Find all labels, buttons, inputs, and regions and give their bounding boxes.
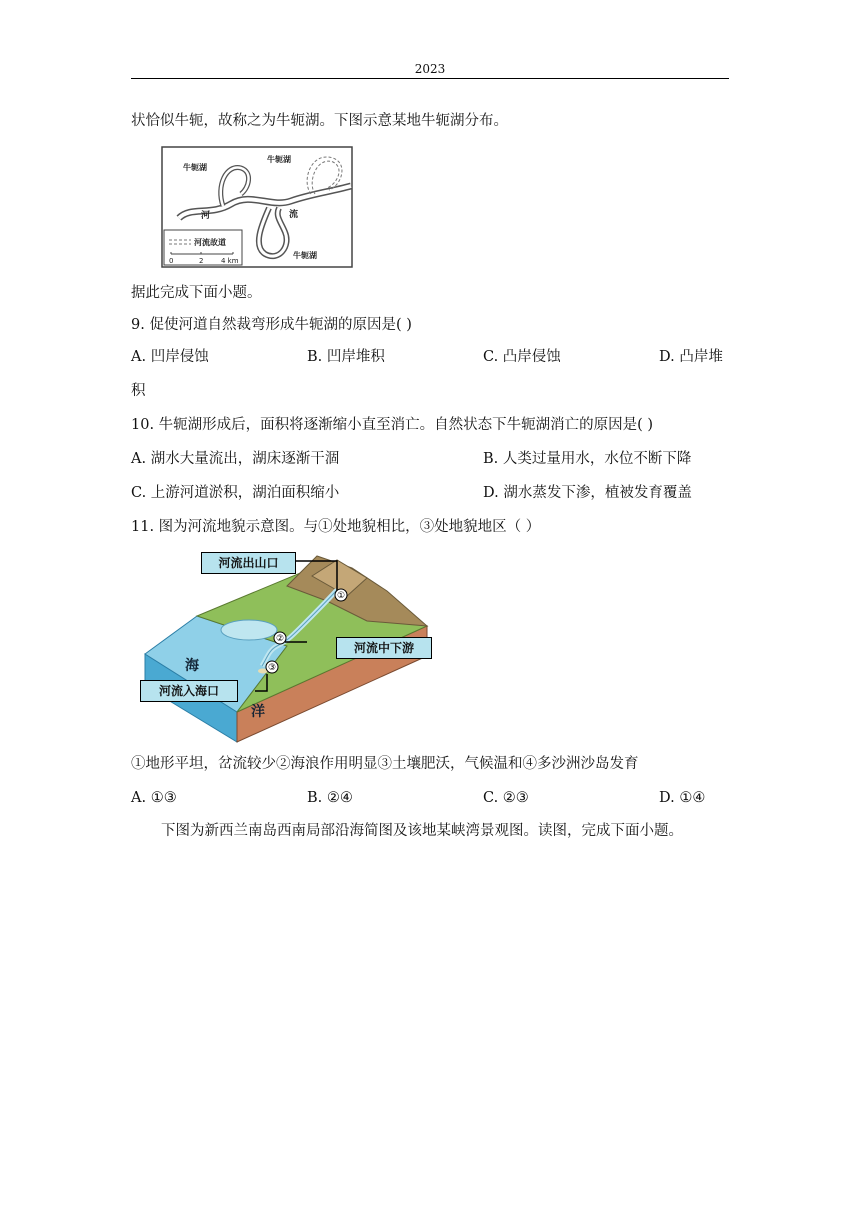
q11-option-c: C. ②③ — [483, 790, 529, 806]
label-middle-lower-reaches: 河流中下游 — [336, 637, 432, 659]
lake-label-bottom: 牛轭湖 — [293, 251, 317, 260]
legend-former-channel: 河流故道 — [194, 238, 226, 247]
scale-2: 2 — [199, 257, 204, 265]
scale-4km: 4 km — [221, 257, 239, 265]
instruction-text: 据此完成下面小题。 — [131, 285, 262, 301]
sea-char-hai: 海 — [185, 658, 199, 674]
question-10-stem: 10. 牛轭湖形成后，面积将逐渐缩小直至消亡。自然状态下牛轭湖消亡的原因是( ) — [131, 417, 654, 433]
q11-option-d: D. ①④ — [659, 790, 706, 806]
label-mountain-exit: 河流出山口 — [201, 552, 296, 574]
q10-option-a: A. 湖水大量流出，湖床逐渐干涸 — [131, 451, 340, 467]
oxbow-lake-map — [161, 146, 353, 268]
lake-label-top-right: 牛轭湖 — [267, 155, 291, 164]
q9-option-c: C. 凸岸侵蚀 — [483, 349, 561, 365]
sea-char-yang: 洋 — [251, 704, 265, 720]
question-9-stem: 9. 促使河道自然裁弯形成牛轭湖的原因是( ) — [131, 317, 412, 333]
marker-1: ① — [336, 591, 346, 601]
label-estuary: 河流入海口 — [140, 680, 238, 702]
q9-option-d-wrap: 积 — [131, 383, 146, 399]
scale-0: 0 — [169, 257, 174, 265]
q9-option-d: D. 凸岸堆 — [659, 349, 723, 365]
intro-text: 状恰似牛轭，故称之为牛轭湖。下图示意某地牛轭湖分布。 — [131, 113, 508, 129]
q10-option-c: C. 上游河道淤积，湖泊面积缩小 — [131, 485, 340, 501]
question-11-stem: 11. 图为河流地貌示意图。与①处地貌相比，③处地貌地区（ ） — [131, 519, 541, 535]
q9-option-b: B. 凹岸堆积 — [307, 349, 385, 365]
q9-option-a: A. 凹岸侵蚀 — [131, 349, 209, 365]
marker-2: ② — [275, 634, 285, 644]
river-char-he: 河 — [201, 211, 211, 221]
lake-label-top-left: 牛轭湖 — [183, 163, 207, 172]
q11-option-a: A. ①③ — [131, 790, 177, 806]
header-year: 2023 — [414, 62, 446, 76]
q10-option-b: B. 人类过量用水，水位不断下降 — [483, 451, 692, 467]
q10-option-d: D. 湖水蒸发下渗，植被发育覆盖 — [483, 485, 692, 501]
q11-option-b: B. ②④ — [307, 790, 353, 806]
question-11-statements: ①地形平坦，岔流较少②海浪作用明显③土壤肥沃，气候温和④多沙洲沙岛发育 — [131, 756, 639, 772]
marker-3: ③ — [267, 663, 277, 673]
header-rule — [131, 78, 729, 79]
river-char-liu: 流 — [289, 210, 299, 220]
next-section-intro: 下图为新西兰南岛西南局部沿海简图及该地某峡湾景观图。读图，完成下面小题。 — [161, 823, 683, 839]
